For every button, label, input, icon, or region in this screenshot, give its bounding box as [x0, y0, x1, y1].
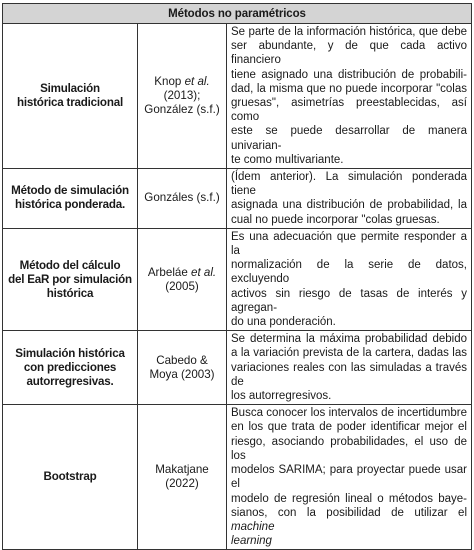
- method-line: Método de simulación: [11, 184, 129, 198]
- description-line: dad, la misma que no puede incorporar "colas: [231, 82, 467, 95]
- description-italic: machine: [231, 520, 275, 533]
- table-row: [3, 24, 472, 169]
- description-line: Busca conocer los intervalos de incertidumbre: [231, 407, 467, 420]
- source-line: Makatjane: [155, 463, 209, 477]
- method-cell: [3, 24, 138, 169]
- method-line: con predicciones: [23, 360, 117, 374]
- description-line: este se puede desarrollar de manera univarian-: [231, 125, 467, 152]
- description-cell: [227, 169, 472, 229]
- source-line: Gonzáles (s.f.): [144, 191, 220, 205]
- table-row: [3, 405, 472, 550]
- description-line: riesgo, asociando probabilidades, el uso de los: [231, 435, 467, 462]
- description-line: gruesas", asimetrías preestablecidas, así como: [231, 97, 467, 124]
- source-line: González (s.f.): [144, 103, 220, 117]
- method-line: histórica: [46, 286, 94, 300]
- source-etal: et al.: [184, 75, 210, 89]
- method-line: del EaR por simulación: [8, 272, 132, 286]
- table-row: [3, 228, 472, 330]
- table-header-row: [3, 4, 472, 24]
- source-line: (2005): [165, 279, 199, 293]
- source-cell: [138, 228, 227, 330]
- method-cell: [3, 169, 138, 229]
- description-line: asignada una distribución de probabilidad, la: [231, 199, 467, 212]
- method-cell: [3, 331, 138, 405]
- source-author: Arbeláe: [147, 265, 192, 279]
- method-line: Simulación: [40, 82, 100, 96]
- method-cell: [3, 405, 138, 550]
- description-line: Se parte de la información histórica, que debe: [231, 26, 467, 38]
- table-row: [3, 169, 472, 229]
- method-line: Bootstrap: [43, 470, 97, 484]
- method-line: histórica ponderada.: [14, 198, 126, 212]
- description-line: activos sin riesgo de tasas de interés y agregan-: [231, 287, 467, 314]
- description-line: a la variación prevista de la cartera, dadas las: [231, 347, 467, 360]
- description-line: ser abundante, y de que cada activo financiero: [231, 40, 467, 67]
- source-cell: [138, 405, 227, 550]
- description-line: los autorregresivos.: [231, 390, 332, 403]
- description-cell: [227, 24, 472, 169]
- table-title: Métodos no paramétricos: [3, 4, 472, 24]
- description-line: sianos, con la posibilidad de utilizar el: [231, 506, 467, 519]
- description-line: Es una adecuación que permite responder a la: [231, 230, 467, 258]
- method-line: Método del cálculo: [19, 258, 121, 272]
- description-line: do una ponderación.: [231, 316, 336, 329]
- method-line: autorregresivas.: [26, 374, 114, 388]
- table-row: [3, 331, 472, 405]
- source-line: Moya (2003): [149, 367, 215, 381]
- description-line: modelo de regresión lineal o métodos baye-: [231, 492, 467, 505]
- description-line: tiene asignado una distribución de probabili-: [231, 68, 467, 81]
- description-line: modelos SARIMA; para proyectar puede usar el: [231, 464, 467, 491]
- source-line: (2022): [165, 477, 199, 491]
- source-cell: [138, 169, 227, 229]
- source-author: Knop: [154, 75, 185, 89]
- description-line: te como multivariante.: [231, 153, 344, 166]
- source-cell: [138, 331, 227, 405]
- method-line: histórica tradicional: [17, 96, 123, 110]
- source-cell: [138, 24, 227, 169]
- source-line: Cabedo &: [156, 353, 208, 367]
- method-line: Simulación histórica: [15, 346, 125, 360]
- description-line: Se determina la máxima probabilidad debido: [231, 333, 467, 346]
- description-italic: learning: [231, 535, 272, 548]
- description-cell: [227, 228, 472, 330]
- methods-table: [2, 3, 472, 550]
- description-line: normalización de la serie de datos, excluyendo: [231, 259, 467, 286]
- method-cell: [3, 228, 138, 330]
- description-line: cual no puede incorporar "colas gruesas.: [231, 213, 440, 226]
- description-line: en los que trata de poder identificar mejor el: [231, 421, 467, 434]
- description-line: variaciones reales con las simuladas a través de: [231, 361, 467, 388]
- source-etal: et al.: [191, 265, 217, 279]
- description-cell: [227, 331, 472, 405]
- source-line: (2013);: [163, 89, 201, 103]
- description-cell: [227, 405, 472, 550]
- description-line: (Ídem anterior). La simulación ponderada tiene: [231, 171, 467, 198]
